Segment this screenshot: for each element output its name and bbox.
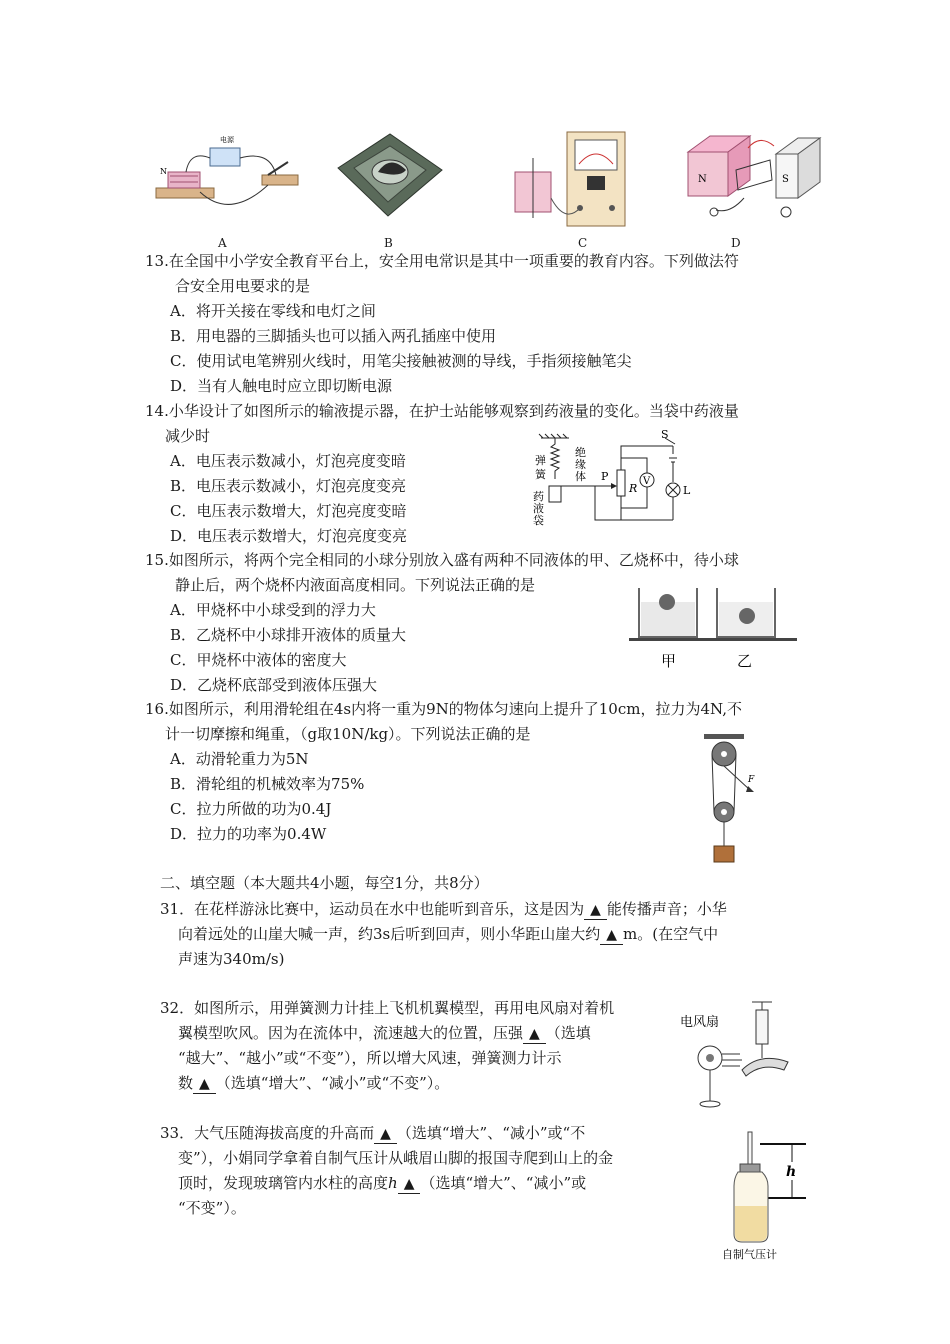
label-insulator-2: 缘	[575, 458, 586, 471]
q14-infusion-circuit-figure	[525, 428, 700, 528]
label-jia: 甲	[661, 652, 677, 670]
q33-line1	[160, 1122, 585, 1144]
label-bag-1: 药	[533, 490, 544, 503]
q32-line2	[178, 1022, 591, 1044]
label-l: L	[683, 484, 691, 497]
q15-option-b: B．乙烧杯中小球排开液体的质量大	[170, 626, 407, 644]
figure-label-c: C	[578, 236, 588, 250]
q31-text-1b: 能传播声音；小华	[606, 900, 727, 918]
q32-line4	[178, 1072, 449, 1094]
q16-stem-line1: 16.如图所示，利用滑轮组在4s内将一重为9N的物体匀速向上提升了10cm，拉力为4N,不	[145, 700, 742, 718]
q14-stem-line1: 14.小华设计了如图所示的输液提示器，在护士站能够观察到药液量的变化。当袋中药液量	[145, 402, 739, 420]
q32-text-2b: （选填	[545, 1024, 591, 1042]
q33-text-1b: （选填“增大”、“减小”或“不	[396, 1124, 586, 1142]
label-h: h	[786, 1164, 797, 1180]
q33-text-3b: （选填“增大”、“减小”或	[420, 1174, 587, 1192]
q14-option-c: C．电压表示数增大，灯泡亮度变暗	[170, 502, 407, 520]
label-power: 电源	[220, 136, 234, 144]
q32-blank-1[interactable]: ▲	[523, 1024, 546, 1044]
q13-option-c: C．使用试电笔辨别火线时，用笔尖接触被测的导线，手指须接触笔尖	[170, 352, 632, 370]
q32-line1: 32．如图所示，用弹簧测力计挂上飞机机翼模型，再用电风扇对着机	[160, 999, 615, 1017]
q32-text-2a: 翼模型吹风。因为在流体中，流速越大的位置，压强	[178, 1024, 524, 1042]
label-yi: 乙	[737, 652, 753, 670]
q32-line3: “越大”、“越小”或“不变”），所以增大风速，弹簧测力计示	[178, 1049, 562, 1067]
q33-line4: “不变”）。	[178, 1199, 246, 1217]
q15-option-a: A．甲烧杯中小球受到的浮力大	[170, 601, 376, 619]
figure-d-generator	[680, 130, 825, 225]
q33-text-1a: 33．大气压随海拔高度的升高而	[160, 1124, 375, 1142]
q31-text-2b: m。(在空气中	[623, 925, 719, 943]
q33-barometer-figure	[720, 1122, 830, 1264]
label-v: V	[643, 476, 651, 487]
label-spring-1: 弹	[535, 454, 546, 467]
q15-beakers-figure	[625, 580, 800, 675]
label-r: R	[629, 482, 638, 495]
q31-blank-1[interactable]: ▲	[584, 900, 607, 920]
q14-option-b: B．电压表示数减小，灯泡亮度变亮	[170, 477, 407, 495]
figure-label-b: B	[384, 236, 393, 250]
q33-blank-2[interactable]: ▲	[398, 1174, 421, 1194]
q15-option-c: C．甲烧杯中液体的密度大	[170, 651, 347, 669]
q13-option-d: D．当有人触电时应立即切断电源	[170, 377, 393, 395]
label-p: P	[601, 470, 609, 483]
q32-text-4b: （选填“增大”、“减小”或“不变”）。	[215, 1074, 450, 1092]
q33-blank-1[interactable]: ▲	[374, 1124, 397, 1144]
label-s: S	[782, 174, 789, 185]
q13-stem-line1: 13.在全国中小学安全教育平台上，安全用电常识是其中一项重要的教育内容。下列做法符	[145, 252, 739, 270]
q16-pulley-figure	[690, 730, 765, 865]
section2-title: 二、填空题（本大题共4小题，每空1分，共8分）	[160, 874, 489, 892]
q15-option-d: D．乙烧杯底部受到液体压强大	[170, 676, 378, 694]
q31-text-2a: 向着远处的山崖大喊一声，约3s后听到回声，则小华距山崖大约	[178, 925, 601, 943]
q14-option-d: D．电压表示数增大，灯泡亮度变亮	[170, 527, 408, 545]
q32-blank-2[interactable]: ▲	[193, 1074, 216, 1094]
figure-b-ancient-compass	[330, 128, 445, 223]
q31-text-1a: 31．在花样游泳比赛中，运动员在水中也能听到音乐，这是因为	[160, 900, 585, 918]
label-insulator-3: 体	[575, 470, 586, 483]
q32-fan-wing-figure	[680, 998, 795, 1110]
q13-stem-line2: 合安全用电要求的是	[175, 277, 311, 295]
label-bag-3: 袋	[533, 514, 544, 527]
q14-option-a: A．电压表示数减小，灯泡亮度变暗	[170, 452, 406, 470]
caption-barometer: 自制气压计	[722, 1249, 777, 1261]
q16-stem-line2: 计一切摩擦和绳重，（g取10N/kg）。下列说法正确的是	[165, 725, 531, 743]
q15-stem-line1: 15.如图所示，将两个完全相同的小球分别放入盛有两种不同液体的甲、乙烧杯中，待小球	[145, 551, 739, 569]
figure-a-electromagnet-circuit	[150, 130, 300, 215]
q13-option-b: B．用电器的三脚插头也可以插入两孔插座中使用	[170, 327, 497, 345]
q33-h: h	[388, 1174, 398, 1192]
q15-stem-line2: 静止后，两个烧杯内液面高度相同。下列说法正确的是	[175, 576, 536, 594]
q33-line3	[178, 1172, 586, 1194]
q31-blank-2[interactable]: ▲	[600, 925, 623, 945]
q32-text-4a: 数	[178, 1074, 194, 1092]
label-fan: 电风扇	[680, 1014, 720, 1029]
q31-line2	[178, 923, 718, 945]
q13-option-a: A．将开关接在零线和电灯之间	[170, 302, 376, 320]
figure-c-motor-meter	[505, 128, 650, 228]
label-s: S	[661, 428, 669, 441]
q14-stem-line2: 减少时	[165, 427, 211, 445]
label-f: F	[748, 775, 755, 785]
figure-label-a: A	[218, 236, 227, 250]
q16-option-c: C．拉力所做的功为0.4J	[170, 800, 332, 818]
q33-line2: 变”），小娟同学拿着自制气压计从峨眉山脚的报国寺爬到山上的金	[178, 1149, 614, 1167]
figure-label-d: D	[731, 236, 741, 250]
label-spring-2: 簧	[535, 468, 546, 481]
q31-line1	[160, 898, 727, 920]
q16-option-b: B．滑轮组的机械效率为75%	[170, 775, 365, 793]
q16-option-a: A．动滑轮重力为5N	[170, 750, 309, 768]
q16-option-d: D．拉力的功率为0.4W	[170, 825, 327, 843]
q33-text-3a: 顶时，发现玻璃管内水柱的高度	[178, 1174, 389, 1192]
label-n: N	[160, 167, 167, 176]
label-n: N	[698, 174, 707, 185]
label-bag-2: 液	[533, 502, 544, 515]
label-insulator-1: 绝	[575, 446, 586, 459]
q31-line3: 声速为340m/s)	[178, 950, 285, 968]
